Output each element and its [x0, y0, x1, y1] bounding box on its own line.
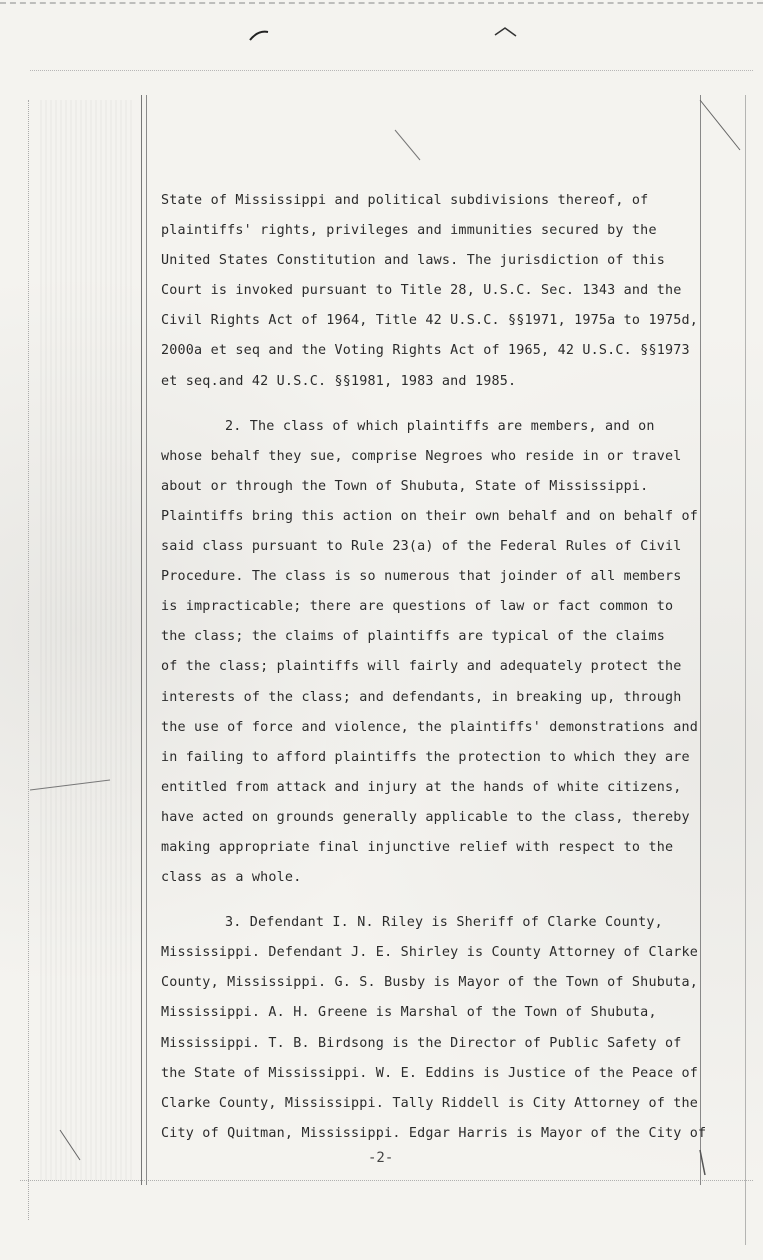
text-line: the State of Mississippi. W. E. Eddins is Justice of the Peace of: [161, 1065, 699, 1081]
page-number: -2-: [368, 1150, 394, 1166]
paragraph-1: [161, 186, 701, 397]
text-line: plaintiffs' rights, privileges and immunities secured by the: [161, 223, 657, 239]
text-line: Clarke County, Mississippi. Tally Riddell is City Attorney of the: [161, 1095, 699, 1111]
left-margin-line-inner: [146, 95, 147, 1185]
text-line: Plaintiffs bring this action on their own behalf and on behalf of: [161, 508, 699, 524]
header-rule: [30, 70, 753, 72]
text-line: have acted on grounds generally applicable to the class, thereby: [161, 809, 690, 825]
text-line: in failing to afford plaintiffs the protection to which they are: [161, 749, 690, 765]
paragraph-3: [161, 908, 707, 1149]
left-edge-line: [28, 100, 29, 1220]
body-text: [161, 186, 707, 1149]
text-line: interests of the class; and defendants, in breaking up, through: [161, 689, 682, 705]
top-edge-rule: [0, 2, 763, 7]
text-line: Mississippi. T. B. Birdsong is the Director of Public Safety of: [161, 1035, 682, 1051]
text-line: State of Mississippi and political subdivisions thereof, of: [161, 193, 649, 208]
right-edge-line: [745, 95, 746, 1245]
text-line: et seq.and 42 U.S.C. §§1981, 1983 and 1985.: [161, 373, 517, 389]
text-line: making appropriate final injunctive relief with respect to the: [161, 839, 674, 855]
scan-mark: [250, 32, 268, 40]
text-line: the use of force and violence, the plaintiffs' demonstrations and: [161, 719, 699, 735]
text-line: about or through the Town of Shubuta, State of Mississippi.: [161, 478, 649, 494]
text-line: whose behalf they sue, comprise Negroes who reside in or travel: [161, 448, 682, 464]
text-line: 2. The class of which plaintiffs are members, and on: [225, 418, 655, 434]
text-line: Procedure. The class is so numerous that joinder of all members: [161, 569, 682, 585]
text-line: said class pursuant to Rule 23(a) of the Federal Rules of Civil: [161, 539, 682, 555]
text-line: Civil Rights Act of 1964, Title 42 U.S.C. §§1971, 1975a to 1975d,: [161, 313, 699, 329]
text-line: is impracticable; there are questions of law or fact common to: [161, 599, 674, 615]
footer-rule: [20, 1180, 753, 1182]
text-line: City of Quitman, Mississippi. Edgar Harris is Mayor of the City of: [161, 1125, 707, 1141]
paragraph-2: [161, 412, 701, 894]
text-line: Mississippi. Defendant J. E. Shirley is County Attorney of Clarke: [161, 945, 699, 961]
text-line: Mississippi. A. H. Greene is Marshal of the Town of Shubuta,: [161, 1005, 657, 1021]
left-margin-line: [141, 95, 142, 1185]
text-line: the class; the claims of plaintiffs are typical of the claims: [161, 629, 665, 645]
text-line: County, Mississippi. G. S. Busby is Mayor of the Town of Shubuta,: [161, 975, 699, 991]
scan-noise: [40, 100, 135, 1180]
text-line: Court is invoked pursuant to Title 28, U.S.C. Sec. 1343 and the: [161, 283, 682, 299]
text-line: class as a whole.: [161, 870, 302, 886]
scan-mark: [495, 28, 516, 36]
text-line: United States Constitution and laws. The jurisdiction of this: [161, 253, 665, 269]
text-line: 2000a et seq and the Voting Rights Act of 1965, 42 U.S.C. §§1973: [161, 343, 690, 359]
text-line: of the class; plaintiffs will fairly and adequately protect the: [161, 659, 682, 675]
scan-mark: [700, 100, 740, 150]
scan-mark: [395, 130, 420, 160]
text-line: 3. Defendant I. N. Riley is Sheriff of Clarke County,: [225, 915, 663, 931]
text-line: entitled from attack and injury at the hands of white citizens,: [161, 779, 682, 795]
